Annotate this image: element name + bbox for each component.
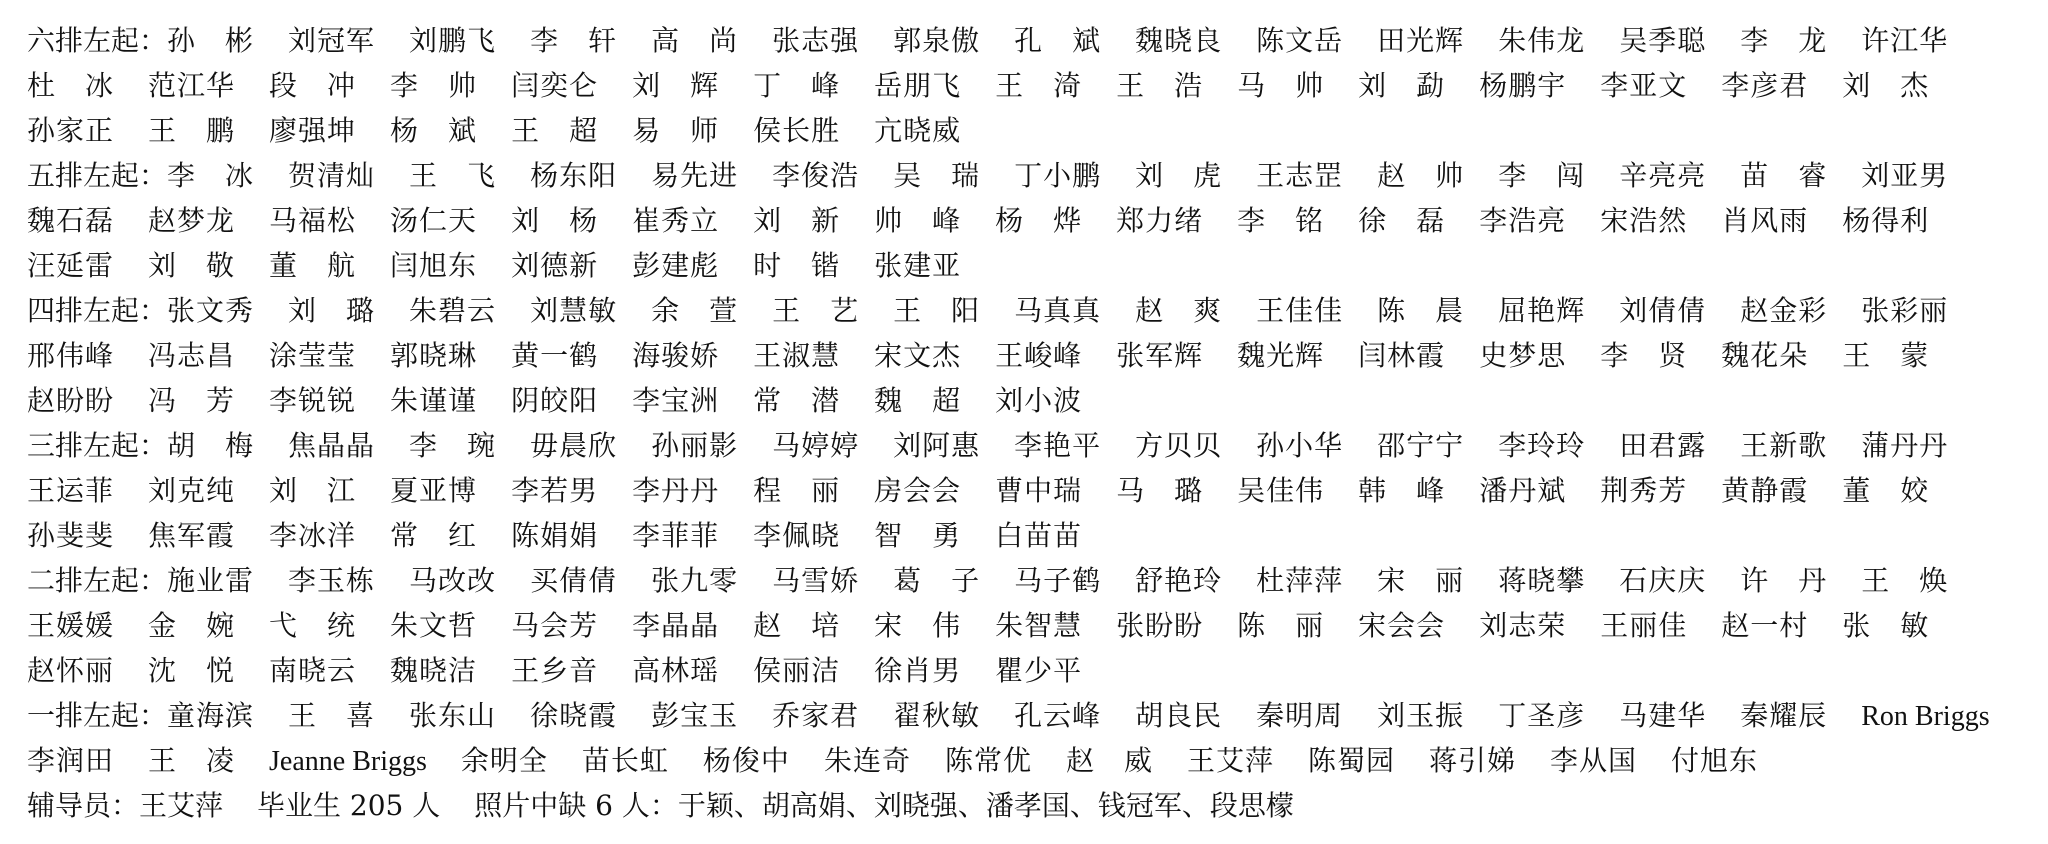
person-name: 赵一村 [1721, 609, 1809, 642]
person-name: 闫旭东 [390, 249, 478, 282]
person-name: 翟秋敏 [893, 699, 981, 732]
person-name: 杜 冰 [27, 69, 115, 102]
person-name: 魏花朵 [1721, 339, 1809, 372]
missing-list: 照片中缺 6 人：于颖、胡高娟、刘晓强、潘孝国、钱冠军、段思檬 [474, 789, 1294, 822]
person-name: 段 冲 [269, 69, 357, 102]
person-name: 许 丹 [1740, 564, 1828, 597]
person-name: 汤仁天 [390, 204, 478, 237]
person-name: 王淑慧 [753, 339, 841, 372]
person-name: 魏 超 [874, 384, 962, 417]
person-name: 乔家君 [772, 699, 860, 732]
person-name: 刘冠军 [288, 24, 376, 57]
person-name: 孙家正 [27, 114, 115, 147]
person-name: 刘阿惠 [893, 429, 981, 462]
person-name: 冯 芳 [148, 384, 236, 417]
person-name: 杨俊中 [702, 744, 790, 777]
person-name: 杜萍萍 [1256, 564, 1344, 597]
person-name: 徐晓霞 [530, 699, 618, 732]
person-name: 马雪娇 [772, 564, 860, 597]
caption-line [27, 63, 2048, 108]
person-name: 马会芳 [511, 609, 599, 642]
person-name: 李俊浩 [772, 159, 860, 192]
person-name: 王乡音 [511, 654, 599, 687]
person-name: 刘玉振 [1377, 699, 1465, 732]
person-name: 陈娟娟 [511, 519, 599, 552]
person-name: 赵怀丽 [27, 654, 115, 687]
person-name: 吴 瑞 [893, 159, 981, 192]
caption-line [27, 558, 2048, 603]
person-name: 王 凌 [148, 744, 236, 777]
person-name: 李 闯 [1498, 159, 1586, 192]
person-name: 王 艺 [772, 294, 860, 327]
person-name: 王峻峰 [995, 339, 1083, 372]
person-name: 丁小鹏 [1014, 159, 1102, 192]
person-name: 买倩倩 [530, 564, 618, 597]
person-name: 石庆庆 [1619, 564, 1707, 597]
person-name: 郭晓琳 [390, 339, 478, 372]
person-name: 王运菲 [27, 474, 115, 507]
person-name: 刘 勐 [1358, 69, 1446, 102]
person-name: 赵 爽 [1135, 294, 1223, 327]
person-name: 孔云峰 [1014, 699, 1102, 732]
person-name: 孙丽影 [651, 429, 739, 462]
person-name: 黄一鹤 [511, 339, 599, 372]
person-name: 瞿少平 [995, 654, 1083, 687]
person-name: 王 超 [511, 114, 599, 147]
person-name: 王丽佳 [1600, 609, 1688, 642]
footer-line [27, 783, 2048, 828]
person-name: 丁圣彦 [1498, 699, 1586, 732]
person-name: 杨鹏宇 [1479, 69, 1567, 102]
person-name: 王佳佳 [1256, 294, 1344, 327]
row-label: 三排左起： [27, 429, 168, 462]
person-name: 陈蜀园 [1308, 744, 1396, 777]
person-name: 徐肖男 [874, 654, 962, 687]
person-name: 韩 峰 [1358, 474, 1446, 507]
person-name: 弋 统 [269, 609, 357, 642]
person-name: 李 龙 [1740, 24, 1828, 57]
person-name: 刘 璐 [288, 294, 376, 327]
person-name: 帅 峰 [874, 204, 962, 237]
person-name: 陈常优 [944, 744, 1032, 777]
person-name: 孙 彬 [167, 24, 255, 57]
person-name: 高林瑶 [632, 654, 720, 687]
person-name: 王 飞 [409, 159, 497, 192]
person-name: 闫林霞 [1358, 339, 1446, 372]
person-name: 张九零 [651, 564, 739, 597]
person-name: 宋 丽 [1377, 564, 1465, 597]
caption-line [27, 423, 2048, 468]
person-name: 马 帅 [1237, 69, 1325, 102]
person-name: 汪延雷 [27, 249, 115, 282]
person-name: 房会会 [874, 474, 962, 507]
person-name: 焦军霞 [148, 519, 236, 552]
person-name: 夏亚博 [390, 474, 478, 507]
person-name: 李菲菲 [632, 519, 720, 552]
caption-line [27, 243, 2048, 288]
person-name: 毋晨欣 [530, 429, 618, 462]
person-name: 张彩丽 [1861, 294, 1949, 327]
person-name: 荆秀芳 [1600, 474, 1688, 507]
person-name: 王 渏 [995, 69, 1083, 102]
person-name: 张文秀 [167, 294, 255, 327]
person-name: 范江华 [148, 69, 236, 102]
person-name: 马真真 [1014, 294, 1102, 327]
person-name: 刘鹏飞 [409, 24, 497, 57]
person-name: 屈艳辉 [1498, 294, 1586, 327]
person-name: 秦耀辰 [1740, 699, 1828, 732]
person-name: 张东山 [409, 699, 497, 732]
person-name: 岳朋飞 [874, 69, 962, 102]
person-name: 王媛媛 [27, 609, 115, 642]
person-name: 刘 杨 [511, 204, 599, 237]
row-label: 五排左起： [27, 159, 168, 192]
person-name: 李宝洲 [632, 384, 720, 417]
person-name: 赵 培 [753, 609, 841, 642]
person-name: 宋浩然 [1600, 204, 1688, 237]
person-name: 董 姣 [1842, 474, 1930, 507]
person-name: 张盼盼 [1116, 609, 1204, 642]
person-name: 苗长虹 [581, 744, 669, 777]
person-name: 王 蒙 [1842, 339, 1930, 372]
person-name: 吴佳伟 [1237, 474, 1325, 507]
person-name: 李 铭 [1237, 204, 1325, 237]
person-name: 朱谨谨 [390, 384, 478, 417]
person-name: 李 帅 [390, 69, 478, 102]
person-name: 余明全 [460, 744, 548, 777]
person-name: 辛亮亮 [1619, 159, 1707, 192]
person-name: 易 师 [632, 114, 720, 147]
person-name: Ron Briggs [1861, 701, 1990, 732]
person-name: 王 鹏 [148, 114, 236, 147]
person-name: 马 璐 [1116, 474, 1204, 507]
person-name: 沈 悦 [148, 654, 236, 687]
person-name: 杨东阳 [530, 159, 618, 192]
person-name: 董 航 [269, 249, 357, 282]
person-name: 葛 子 [893, 564, 981, 597]
person-name: 王 阳 [893, 294, 981, 327]
person-name: 杨 烨 [995, 204, 1083, 237]
person-name: Jeanne Briggs [269, 746, 427, 777]
person-name: 王 浩 [1116, 69, 1204, 102]
person-name: 刘 杰 [1842, 69, 1930, 102]
person-name: 孙小华 [1256, 429, 1344, 462]
caption-line [27, 738, 2048, 783]
person-name: 张军辉 [1116, 339, 1204, 372]
caption-line [27, 513, 2048, 558]
person-name: 陈 晨 [1377, 294, 1465, 327]
person-name: 李丹丹 [632, 474, 720, 507]
caption-line [27, 603, 2048, 648]
person-name: 智 勇 [874, 519, 962, 552]
person-name: 郑力绪 [1116, 204, 1204, 237]
caption-line [27, 18, 2048, 63]
row-label: 二排左起： [27, 564, 168, 597]
person-name: 许江华 [1861, 24, 1949, 57]
person-name: 朱连奇 [823, 744, 911, 777]
caption-line [27, 693, 2048, 738]
person-name: 邢伟峰 [27, 339, 115, 372]
person-name: 赵 威 [1065, 744, 1153, 777]
person-name: 黄静霞 [1721, 474, 1809, 507]
person-name: 程 丽 [753, 474, 841, 507]
counselor-text: 辅导员：王艾萍 [27, 789, 224, 822]
person-name: 丁 峰 [753, 69, 841, 102]
person-name: 王 喜 [288, 699, 376, 732]
row-label: 四排左起： [27, 294, 168, 327]
person-name: 田君露 [1619, 429, 1707, 462]
person-name: 李佩晓 [753, 519, 841, 552]
person-name: 刘 江 [269, 474, 357, 507]
person-name: 李彦君 [1721, 69, 1809, 102]
person-name: 彭建彪 [632, 249, 720, 282]
person-name: 李 冰 [167, 159, 255, 192]
person-name: 张志强 [772, 24, 860, 57]
person-name: 蒲丹丹 [1861, 429, 1949, 462]
person-name: 李若男 [511, 474, 599, 507]
person-name: 蒋引娣 [1429, 744, 1517, 777]
person-name: 王 焕 [1861, 564, 1949, 597]
person-name: 马子鹤 [1014, 564, 1102, 597]
person-name: 常 潜 [753, 384, 841, 417]
person-name: 史梦思 [1479, 339, 1567, 372]
person-name: 潘丹斌 [1479, 474, 1567, 507]
caption-line [27, 108, 2048, 153]
person-name: 常 红 [390, 519, 478, 552]
person-name: 张 敏 [1842, 609, 1930, 642]
person-name: 赵 帅 [1377, 159, 1465, 192]
person-name: 刘亚男 [1861, 159, 1949, 192]
class-photo-caption [27, 18, 2048, 828]
person-name: 阴皎阳 [511, 384, 599, 417]
person-name: 童海滨 [167, 699, 255, 732]
person-name: 刘小波 [995, 384, 1083, 417]
person-name: 付旭东 [1671, 744, 1759, 777]
person-name: 崔秀立 [632, 204, 720, 237]
person-name: 朱文哲 [390, 609, 478, 642]
person-name: 徐 磊 [1358, 204, 1446, 237]
person-name: 刘德新 [511, 249, 599, 282]
person-name: 李 贤 [1600, 339, 1688, 372]
person-name: 马福松 [269, 204, 357, 237]
person-name: 李浩亮 [1479, 204, 1567, 237]
person-name: 刘慧敏 [530, 294, 618, 327]
person-name: 王艾萍 [1186, 744, 1274, 777]
person-name: 朱碧云 [409, 294, 497, 327]
person-name: 李亚文 [1600, 69, 1688, 102]
person-name: 白苗苗 [995, 519, 1083, 552]
person-name: 廖强坤 [269, 114, 357, 147]
caption-line [27, 378, 2048, 423]
person-name: 赵梦龙 [148, 204, 236, 237]
person-name: 金 婉 [148, 609, 236, 642]
person-name: 吴季聪 [1619, 24, 1707, 57]
graduate-count: 毕业生 205 人 [257, 789, 441, 822]
caption-line [27, 288, 2048, 333]
person-name: 秦明周 [1256, 699, 1344, 732]
row-label: 六排左起： [27, 24, 168, 57]
person-name: 杨 斌 [390, 114, 478, 147]
person-name: 邵宁宁 [1377, 429, 1465, 462]
person-name: 闫奕仑 [511, 69, 599, 102]
person-name: 马改改 [409, 564, 497, 597]
person-name: 魏光辉 [1237, 339, 1325, 372]
person-name: 冯志昌 [148, 339, 236, 372]
person-name: 李 轩 [530, 24, 618, 57]
person-name: 刘倩倩 [1619, 294, 1707, 327]
person-name: 宋文杰 [874, 339, 962, 372]
person-name: 李润田 [27, 744, 115, 777]
caption-line [27, 648, 2048, 693]
person-name: 郭泉傲 [893, 24, 981, 57]
person-name: 侯丽洁 [753, 654, 841, 687]
person-name: 焦晶晶 [288, 429, 376, 462]
person-name: 刘 辉 [632, 69, 720, 102]
person-name: 彭宝玉 [651, 699, 739, 732]
person-name: 陈文岳 [1256, 24, 1344, 57]
person-name: 海骏娇 [632, 339, 720, 372]
person-name: 朱智慧 [995, 609, 1083, 642]
person-name: 李锐锐 [269, 384, 357, 417]
person-name: 贺清灿 [288, 159, 376, 192]
person-name: 南晓云 [269, 654, 357, 687]
person-name: 方贝贝 [1135, 429, 1223, 462]
person-name: 魏晓洁 [390, 654, 478, 687]
person-name: 刘 虎 [1135, 159, 1223, 192]
person-name: 马建华 [1619, 699, 1707, 732]
person-name: 王志罡 [1256, 159, 1344, 192]
person-name: 朱伟龙 [1498, 24, 1586, 57]
person-name: 易先进 [651, 159, 739, 192]
person-name: 赵金彩 [1740, 294, 1828, 327]
person-name: 李晶晶 [632, 609, 720, 642]
caption-line [27, 333, 2048, 378]
person-name: 肖风雨 [1721, 204, 1809, 237]
person-name: 刘克纯 [148, 474, 236, 507]
caption-line [27, 153, 2048, 198]
person-name: 陈 丽 [1237, 609, 1325, 642]
person-name: 曹中瑞 [995, 474, 1083, 507]
person-name: 孔 斌 [1014, 24, 1102, 57]
person-name: 胡良民 [1135, 699, 1223, 732]
person-name: 蒋晓攀 [1498, 564, 1586, 597]
person-name: 苗 睿 [1740, 159, 1828, 192]
person-name: 李玲玲 [1498, 429, 1586, 462]
person-name: 马婷婷 [772, 429, 860, 462]
person-name: 舒艳玲 [1135, 564, 1223, 597]
person-name: 李从国 [1550, 744, 1638, 777]
person-name: 刘 新 [753, 204, 841, 237]
person-name: 宋会会 [1358, 609, 1446, 642]
person-name: 杨得利 [1842, 204, 1930, 237]
person-name: 刘志荣 [1479, 609, 1567, 642]
person-name: 刘 敬 [148, 249, 236, 282]
person-name: 余 萱 [651, 294, 739, 327]
person-name: 宋 伟 [874, 609, 962, 642]
person-name: 李玉栋 [288, 564, 376, 597]
person-name: 张建亚 [874, 249, 962, 282]
caption-line [27, 198, 2048, 243]
person-name: 孙斐斐 [27, 519, 115, 552]
person-name: 施业雷 [167, 564, 255, 597]
person-name: 田光辉 [1377, 24, 1465, 57]
person-name: 李艳平 [1014, 429, 1102, 462]
person-name: 高 尚 [651, 24, 739, 57]
person-name: 魏石磊 [27, 204, 115, 237]
person-name: 赵盼盼 [27, 384, 115, 417]
person-name: 时 锴 [753, 249, 841, 282]
caption-line [27, 468, 2048, 513]
person-name: 李 琬 [409, 429, 497, 462]
person-name: 魏晓良 [1135, 24, 1223, 57]
person-name: 涂莹莹 [269, 339, 357, 372]
person-name: 侯长胜 [753, 114, 841, 147]
person-name: 李冰洋 [269, 519, 357, 552]
person-name: 亢晓威 [874, 114, 962, 147]
person-name: 王新歌 [1740, 429, 1828, 462]
person-name: 胡 梅 [167, 429, 255, 462]
row-label: 一排左起： [27, 699, 168, 732]
